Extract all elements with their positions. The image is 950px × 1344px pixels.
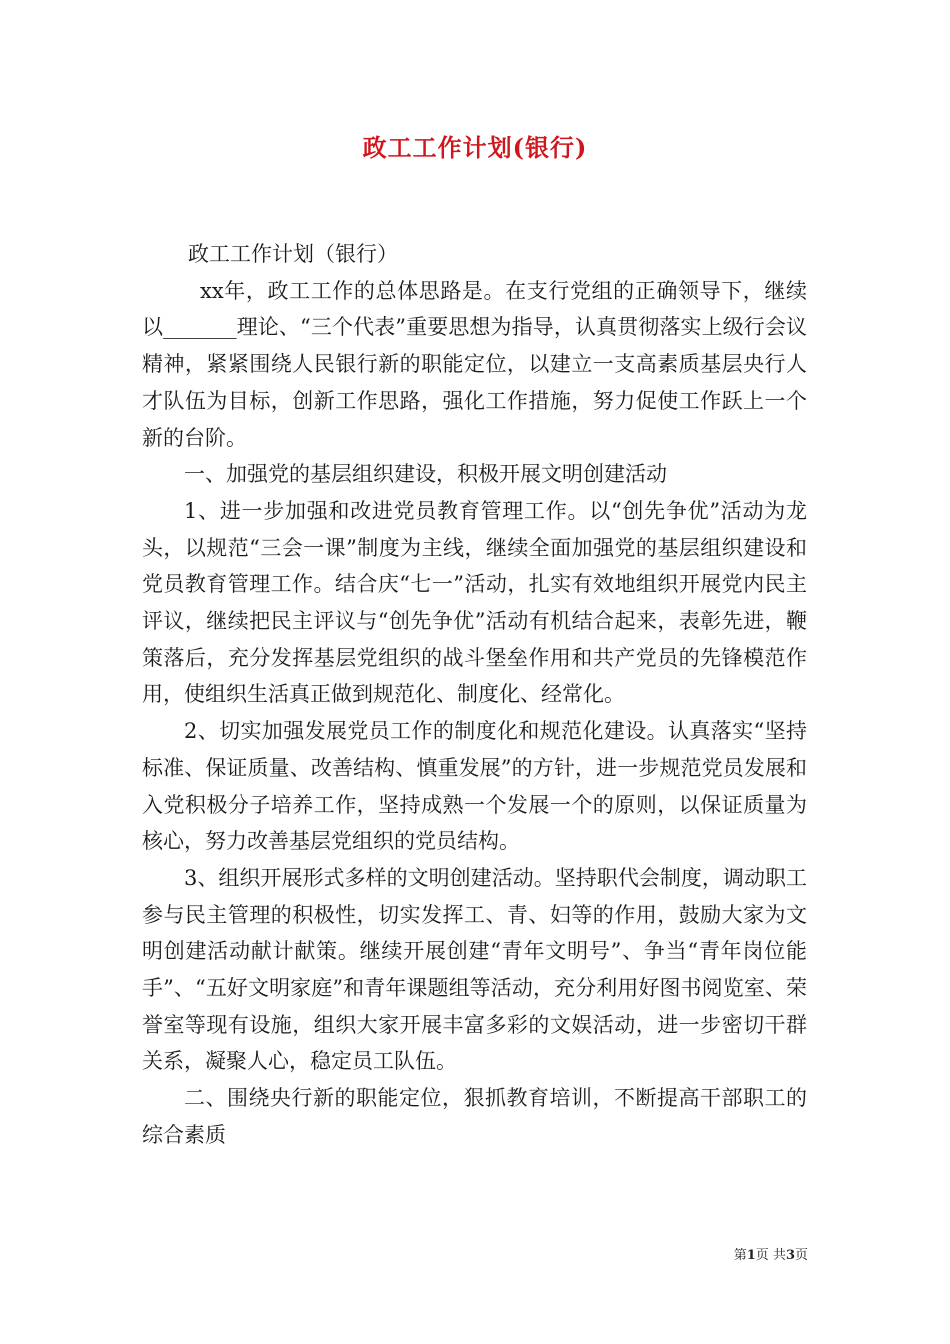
paragraph-item-3: 3、组织开展形式多样的文明创建活动。坚持职代会制度，调动职工参与民主管理的积极性，切实发挥工、青、妇等的作用，鼓励大家为文明创建活动献计献策。继续开展创建“青年文明号”、争当“青年岗位能手”、“五好文明家庭”和青年课题组等活动，充分利用好图书阅览室、荣誉室等现有设施，组织大家开展丰富多彩的文娱活动，进一步密切干群关系，凝聚人心，稳定员工队伍。 — [142, 865, 807, 1074]
page-number-footer — [734, 1247, 808, 1265]
footer-suffix: 页 — [794, 1248, 808, 1263]
paragraph-intro: xx年，政工工作的总体思路是。在支行党组的正确领导下，继续以_______理论、“三个代表”重要思想为指导，认真贯彻落实上级行会议精神，紧紧围绕人民银行新的职能定位，以建立一支高素质基层央行人才队伍为目标，创新工作思路，强化工作措施，努力促使工作跃上一个新的台阶。 — [142, 278, 807, 450]
section-heading-2: 二、围绕央行新的职能定位，狠抓教育培训，不断提高干部职工的综合素质 — [142, 1086, 807, 1147]
footer-middle: 页 共 — [755, 1248, 786, 1263]
footer-prefix: 第 — [733, 1248, 747, 1263]
paragraph-item-2: 2、切实加强发展党员工作的制度化和规范化建设。认真落实“坚持标准、保证质量、改善结构、慎重发展”的方针，进一步规范党员发展和入党积极分子培养工作，坚持成熟一个发展一个的原则，以保证质量为核心，努力改善基层党组织的党员结构。 — [142, 719, 807, 854]
document-title: 政工工作计划(银行) — [362, 133, 588, 162]
document-subtitle: 政工工作计划（银行） — [188, 242, 398, 266]
paragraph-item-1: 1、进一步加强和改进党员教育管理工作。以“创先争优”活动为龙头，以规范“三会一课”制度为主线，继续全面加强党的基层组织建设和党员教育管理工作。结合庆“七一”活动，扎实有效地组织开展党内民主评议，继续把民主评议与“创先争优”活动有机结合起来，表彰先进，鞭策落后，充分发挥基层党组织的战斗堡垒作用和共产党员的先锋模范作用，使组织生活真正做到规范化、制度化、经常化。 — [142, 498, 807, 707]
document-body — [142, 236, 807, 1154]
footer-total-pages: 3 — [785, 1248, 795, 1263]
footer-current-page: 1 — [746, 1248, 756, 1263]
section-heading-1: 一、加强党的基层组织建设，积极开展文明创建活动 — [184, 462, 667, 487]
